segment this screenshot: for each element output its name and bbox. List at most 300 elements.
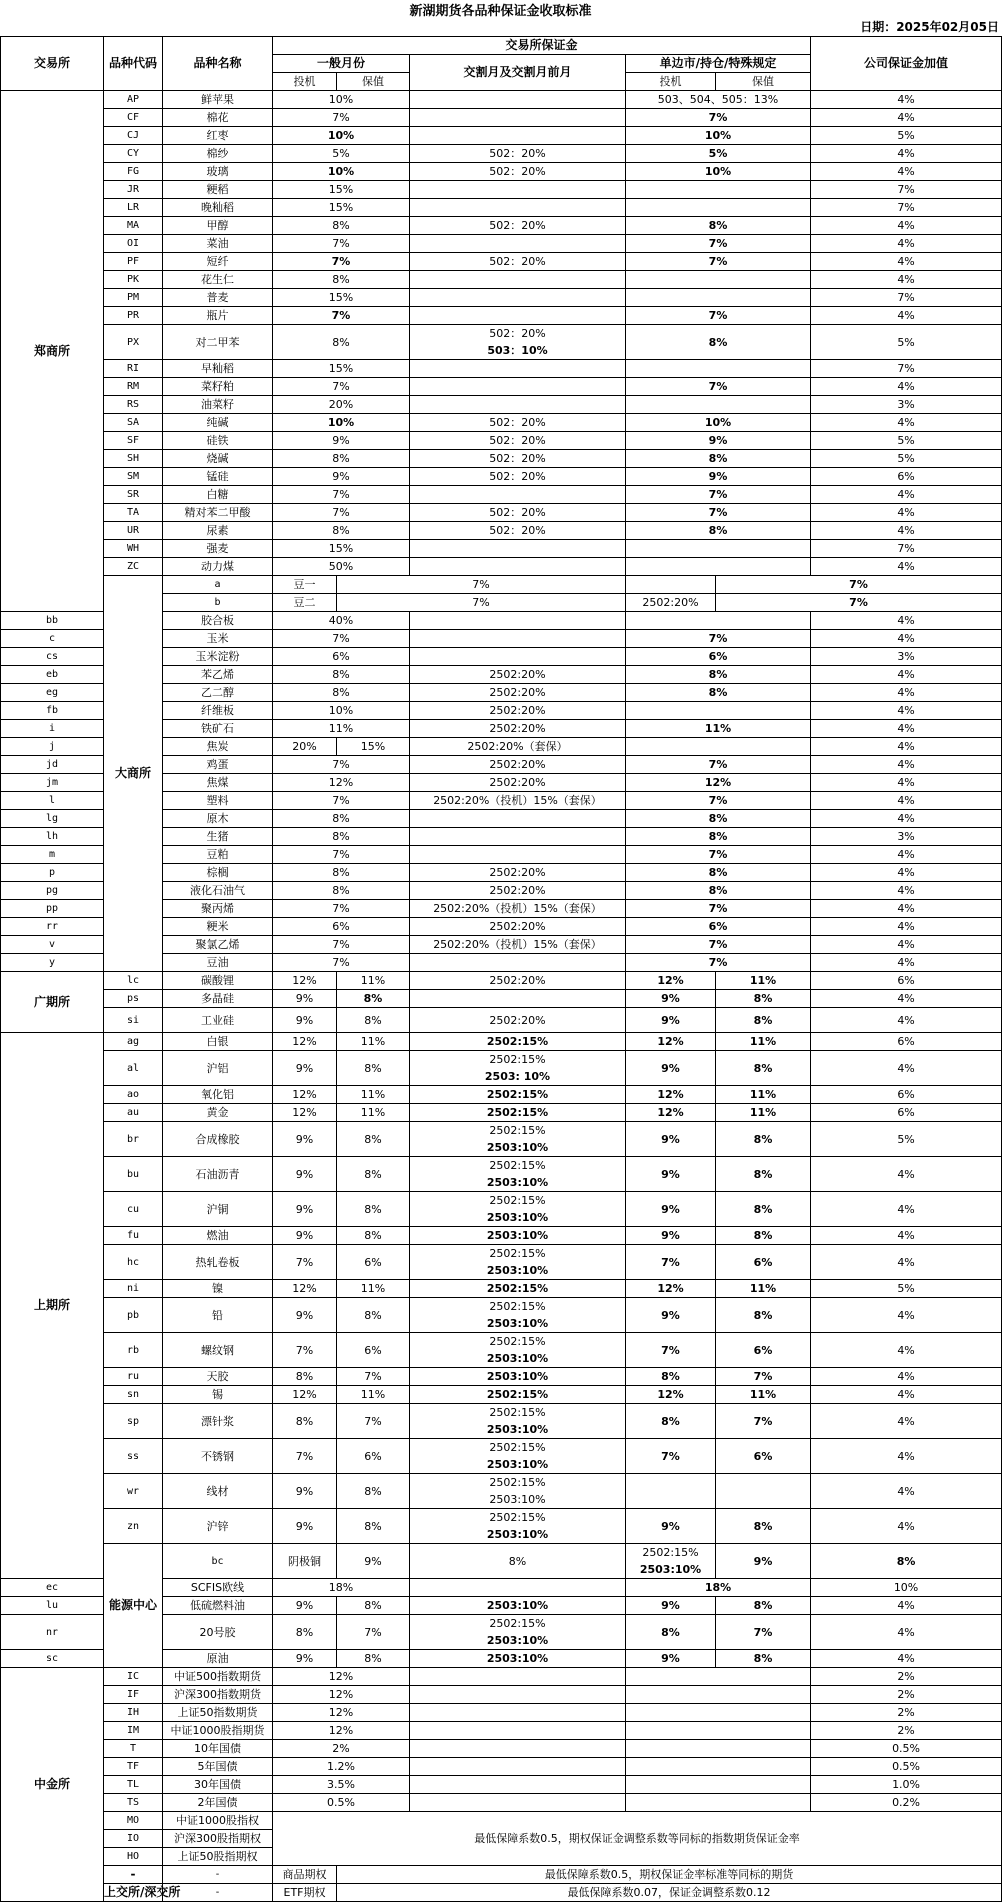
header-general-month: 一般月份: [273, 55, 410, 73]
general-spec-cell: 12%: [273, 1086, 337, 1104]
delivery-line-1: 502：20%: [489, 255, 546, 268]
delivery-cell: [410, 378, 626, 396]
code-cell: PX: [104, 325, 163, 360]
special-margin-cell: 8%: [626, 522, 811, 540]
delivery-cell: [410, 1474, 626, 1509]
delivery-cell: [410, 612, 626, 630]
delivery-line-1: 2503:10%: [486, 1652, 549, 1665]
special-spec-cell: 12%: [626, 1086, 716, 1104]
delivery-cell: [410, 864, 626, 882]
general-margin-cell: 8%: [273, 810, 410, 828]
general-hedge-cell: 8%: [337, 1509, 410, 1544]
special-margin-cell: 6%: [626, 648, 811, 666]
name-cell: 液化石油气: [163, 882, 273, 900]
code-cell: l: [1, 792, 104, 810]
delivery-cell: [410, 936, 626, 954]
table-row: [1, 396, 1002, 414]
company-add-cell: 4%: [811, 91, 1002, 109]
general-margin-cell: 7%: [273, 900, 410, 918]
special-margin-cell: 7%: [716, 576, 1002, 594]
header-exchange: 交易所: [1, 37, 104, 91]
code-cell: cu: [104, 1192, 163, 1227]
company-add-cell: 4%: [811, 307, 1002, 325]
company-add-cell: 4%: [811, 810, 1002, 828]
special-margin-cell: [626, 1740, 811, 1758]
table-row: [1, 253, 1002, 271]
code-cell: ec: [1, 1579, 104, 1597]
general-hedge-cell: 6%: [337, 1439, 410, 1474]
code-cell: b: [163, 594, 273, 612]
delivery-line-1: 2502:20%: [489, 974, 546, 987]
general-margin-cell: 15%: [273, 360, 410, 378]
delivery-cell: [410, 1579, 626, 1597]
table-row: [1, 378, 1002, 396]
delivery-line-1: 2502:15%: [489, 1476, 546, 1489]
table-row: [1, 414, 1002, 432]
special-hedge-cell: 8%: [716, 1157, 811, 1192]
delivery-cell: [410, 1033, 626, 1051]
special-margin-cell: 7%: [716, 594, 1002, 612]
delivery-line-1: 2502:20%: [489, 686, 546, 699]
name-cell: 玻璃: [163, 163, 273, 181]
name-cell: 生猪: [163, 828, 273, 846]
code-cell: PK: [104, 271, 163, 289]
special-hedge-cell: 11%: [716, 1086, 811, 1104]
name-cell: 多晶硅: [163, 990, 273, 1008]
delivery-line-1: 2502:15%: [642, 1546, 699, 1559]
table-row: [1, 307, 1002, 325]
code-cell: fu: [104, 1227, 163, 1245]
table-row: [1, 1509, 1002, 1544]
name-cell: 原木: [163, 810, 273, 828]
delivery-cell: [626, 594, 716, 612]
company-add-cell: 4%: [811, 630, 1002, 648]
general-margin-cell: 40%: [273, 612, 410, 630]
table-row: [1, 990, 1002, 1008]
code-cell: eb: [1, 666, 104, 684]
delivery-cell: [410, 540, 626, 558]
code-cell: SM: [104, 468, 163, 486]
general-margin-cell: 10%: [273, 163, 410, 181]
general-margin-cell: 12%: [273, 774, 410, 792]
code-cell: WH: [104, 540, 163, 558]
company-add-cell: 4%: [811, 864, 1002, 882]
general-hedge-cell: 7%: [337, 1615, 410, 1650]
delivery-line-1: 2502:20%: [489, 884, 546, 897]
name-cell: 精对苯二甲酸: [163, 504, 273, 522]
special-margin-cell: [626, 558, 811, 576]
delivery-cell: [410, 522, 626, 540]
table-row: [1, 163, 1002, 181]
general-spec-cell: 7%: [273, 1245, 337, 1280]
name-cell: 沪深300股指期权: [163, 1830, 273, 1848]
delivery-line-2: 2503:10%: [639, 1563, 702, 1576]
delivery-line-1: 2502:15%: [489, 1247, 546, 1260]
company-add-cell: 0.2%: [811, 1794, 1002, 1812]
name-cell: 沪深300指数期货: [163, 1686, 273, 1704]
general-margin-cell: 15%: [273, 181, 410, 199]
name-cell: 工业硅: [163, 1008, 273, 1033]
name-cell: 甲醇: [163, 217, 273, 235]
special-margin-cell: 7%: [626, 936, 811, 954]
delivery-line-2: 2503:10%: [486, 1528, 549, 1541]
delivery-cell: [410, 1192, 626, 1227]
company-add-cell: 6%: [811, 1086, 1002, 1104]
delivery-line-1: 2502:15%: [486, 1282, 549, 1295]
name-cell: 热轧卷板: [163, 1245, 273, 1280]
delivery-line-2: 2503:10%: [489, 1493, 546, 1506]
exchange-cell: 中金所: [1, 1668, 104, 1902]
name-cell: 早籼稻: [163, 360, 273, 378]
table-row: [1, 504, 1002, 522]
exchange-cell: -: [104, 1866, 163, 1884]
company-add-cell: 4%: [811, 990, 1002, 1008]
table-row: [1, 235, 1002, 253]
special-spec-cell: 12%: [626, 1033, 716, 1051]
general-hedge-cell: 8%: [337, 1227, 410, 1245]
name-cell: 碳酸锂: [163, 972, 273, 990]
name-cell: 烧碱: [163, 450, 273, 468]
company-add-cell: 4%: [811, 918, 1002, 936]
delivery-line-1: 2502:20%（投机）15%（套保）: [433, 938, 602, 951]
general-margin-cell: 10%: [273, 91, 410, 109]
delivery-line-1: 502：20%: [489, 416, 546, 429]
exchange-cell: 能源中心: [104, 1544, 163, 1668]
name-cell: 漂针浆: [163, 1404, 273, 1439]
delivery-line-1: 2502:20%: [489, 866, 546, 879]
general-spec-cell: 8%: [273, 1368, 337, 1386]
delivery-cell: [410, 307, 626, 325]
delivery-cell: [410, 756, 626, 774]
special-margin-cell: 7%: [626, 504, 811, 522]
delivery-line-2: 2503:10%: [486, 1141, 549, 1154]
special-margin-cell: [626, 1758, 811, 1776]
table-row: [1, 1245, 1002, 1280]
company-add-cell: 4%: [811, 936, 1002, 954]
delivery-line-2: 2503:10%: [486, 1352, 549, 1365]
general-hedge-cell: 8%: [337, 1298, 410, 1333]
delivery-cell: [410, 918, 626, 936]
table-row: [1, 1298, 1002, 1333]
delivery-cell: [410, 325, 626, 360]
code-cell: PF: [104, 253, 163, 271]
delivery-line-1: 2502:20%: [489, 920, 546, 933]
name-cell: SCFIS欧线: [163, 1579, 273, 1597]
table-row: [1, 109, 1002, 127]
general-margin-cell: 8%: [273, 666, 410, 684]
delivery-cell: [410, 684, 626, 702]
delivery-cell: [410, 1509, 626, 1544]
delivery-line-1: 2502:20%: [642, 596, 699, 609]
delivery-cell: [410, 199, 626, 217]
general-margin-cell: 18%: [273, 1579, 410, 1597]
table-row: [1, 450, 1002, 468]
general-hedge-cell: 11%: [337, 1280, 410, 1298]
general-spec-cell: 9%: [273, 1650, 337, 1668]
code-cell: bu: [104, 1157, 163, 1192]
delivery-line-1: 2502:15%: [489, 1406, 546, 1419]
company-add-cell: 4%: [811, 1008, 1002, 1033]
company-add-cell: 5%: [811, 127, 1002, 145]
company-add-cell: 5%: [811, 1280, 1002, 1298]
code-cell: y: [1, 954, 104, 972]
delivery-line-2: 2503:10%: [486, 1423, 549, 1436]
special-margin-cell: [626, 289, 811, 307]
general-margin-cell: 9%: [273, 468, 410, 486]
special-margin-cell: [626, 396, 811, 414]
delivery-line-1: 502：20%: [489, 165, 546, 178]
special-hedge-cell: 8%: [811, 1544, 1002, 1579]
special-spec-cell: 9%: [716, 1544, 811, 1579]
name-cell: 强麦: [163, 540, 273, 558]
delivery-cell: [410, 1227, 626, 1245]
general-margin-cell: 8%: [273, 271, 410, 289]
delivery-line-2: 2503:10%: [486, 1211, 549, 1224]
code-cell: PM: [104, 289, 163, 307]
special-spec-cell: 8%: [626, 1615, 716, 1650]
general-margin-cell: 8%: [273, 828, 410, 846]
special-margin-cell: 10%: [626, 163, 811, 181]
code-cell: ZC: [104, 558, 163, 576]
delivery-line-1: 502：20%: [489, 327, 546, 340]
company-add-cell: 4%: [811, 1509, 1002, 1544]
table-row: [1, 1386, 1002, 1404]
name-cell: 合成橡胶: [163, 1122, 273, 1157]
exchange-cell: 上交所/深交所: [104, 1884, 163, 1902]
table-row: [1, 486, 1002, 504]
company-add-cell: 4%: [811, 109, 1002, 127]
delivery-line-1: 2503:10%: [486, 1370, 549, 1383]
name-cell: 20号胶: [163, 1615, 273, 1650]
general-hedge-cell: 8%: [410, 1544, 626, 1579]
special-margin-cell: 7%: [626, 109, 811, 127]
company-add-cell: 10%: [811, 1579, 1002, 1597]
name-cell: 粳米: [163, 918, 273, 936]
table-row: [1, 1686, 1002, 1704]
company-add-cell: 4%: [811, 702, 1002, 720]
code-cell: sn: [104, 1386, 163, 1404]
delivery-cell: [410, 666, 626, 684]
table-row: [1, 1439, 1002, 1474]
special-margin-cell: 5%: [626, 145, 811, 163]
header-delivery: 交割月及交割月前月: [410, 55, 626, 91]
header-hedge: 保值: [337, 73, 410, 91]
general-margin-cell: 8%: [273, 450, 410, 468]
code-cell: -: [163, 1884, 273, 1902]
special-margin-cell: [626, 199, 811, 217]
header-exchange-margin: 交易所保证金: [273, 37, 811, 55]
code-cell: pb: [104, 1298, 163, 1333]
delivery-line-1: 2502:15%: [489, 1194, 546, 1207]
delivery-cell: [410, 360, 626, 378]
code-cell: AP: [104, 91, 163, 109]
delivery-cell: [410, 109, 626, 127]
company-add-cell: 2%: [811, 1668, 1002, 1686]
special-margin-cell: [626, 1794, 811, 1812]
name-cell: 晚籼稻: [163, 199, 273, 217]
special-margin-cell: [626, 540, 811, 558]
company-add-cell: 0.5%: [811, 1758, 1002, 1776]
general-margin-cell: 7%: [273, 504, 410, 522]
name-cell: 焦煤: [163, 774, 273, 792]
company-add-cell: 4%: [811, 684, 1002, 702]
general-margin-cell: 0.5%: [273, 1794, 410, 1812]
general-margin-cell: 7%: [273, 486, 410, 504]
company-add-cell: 3%: [811, 828, 1002, 846]
name-cell: 乙二醇: [163, 684, 273, 702]
general-hedge-cell: 11%: [337, 972, 410, 990]
name-cell: 菜油: [163, 235, 273, 253]
general-margin-cell: 10%: [273, 414, 410, 432]
code-cell: lc: [104, 972, 163, 990]
delivery-cell: [410, 900, 626, 918]
company-add-cell: 4%: [811, 414, 1002, 432]
name-cell: 花生仁: [163, 271, 273, 289]
special-margin-cell: 7%: [626, 792, 811, 810]
name-cell: 5年国债: [163, 1758, 273, 1776]
special-margin-cell: 7%: [626, 378, 811, 396]
general-margin-cell: 12%: [273, 1686, 410, 1704]
name-cell: 油菜籽: [163, 396, 273, 414]
general-margin-cell: 15%: [273, 199, 410, 217]
name-cell: 塑料: [163, 792, 273, 810]
delivery-cell: [410, 1104, 626, 1122]
special-margin-cell: 8%: [626, 666, 811, 684]
code-cell: lu: [1, 1597, 104, 1615]
table-row: [1, 1794, 1002, 1812]
special-hedge-cell: 11%: [716, 1386, 811, 1404]
code-cell: IH: [104, 1704, 163, 1722]
name-cell: 原油: [163, 1650, 273, 1668]
company-add-cell: 4%: [811, 792, 1002, 810]
general-spec-cell: 8%: [273, 1404, 337, 1439]
general-hedge-cell: 8%: [337, 1051, 410, 1086]
code-cell: sp: [104, 1404, 163, 1439]
delivery-line-1: 2502:15%: [486, 1088, 549, 1101]
delivery-line-2: 2503:10%: [486, 1634, 549, 1647]
delivery-line-1: 2502:15%: [486, 1106, 549, 1119]
table-row: [1, 1404, 1002, 1439]
name-cell: 中证1000股指期货: [163, 1722, 273, 1740]
code-cell: fb: [1, 702, 104, 720]
company-add-cell: 1.0%: [811, 1776, 1002, 1794]
special-spec-cell: 9%: [626, 1227, 716, 1245]
delivery-line-2: 2503:10%: [486, 1264, 549, 1277]
name-cell: 上证50指数期货: [163, 1704, 273, 1722]
special-margin-cell: 8%: [626, 828, 811, 846]
general-spec-cell: 12%: [273, 1104, 337, 1122]
table-row: [1, 1104, 1002, 1122]
table-row: [1, 1157, 1002, 1192]
name-cell: 沪铝: [163, 1051, 273, 1086]
code-cell: FG: [104, 163, 163, 181]
special-margin-cell: 8%: [626, 684, 811, 702]
table-row: [1, 181, 1002, 199]
delivery-cell: [410, 1298, 626, 1333]
name-cell: 沪锌: [163, 1509, 273, 1544]
company-add-cell: 4%: [811, 253, 1002, 271]
delivery-cell: [410, 163, 626, 181]
delivery-line-2: 2503:10%: [486, 1317, 549, 1330]
general-margin-cell: 3.5%: [273, 1776, 410, 1794]
code-cell: SH: [104, 450, 163, 468]
delivery-line-1: 502：20%: [489, 506, 546, 519]
special-hedge-cell: 7%: [716, 1368, 811, 1386]
special-margin-cell: 9%: [626, 432, 811, 450]
delivery-line-1: 2502:15%: [489, 1053, 546, 1066]
code-cell: CY: [104, 145, 163, 163]
special-spec-cell: 9%: [626, 1051, 716, 1086]
general-margin-cell: 7%: [273, 954, 410, 972]
special-margin-cell: [626, 612, 811, 630]
company-add-cell: 6%: [811, 468, 1002, 486]
delivery-cell: [410, 1686, 626, 1704]
company-add-cell: 4%: [811, 1615, 1002, 1650]
special-spec-cell: [626, 1474, 716, 1509]
code-cell: IM: [104, 1722, 163, 1740]
code-cell: eg: [1, 684, 104, 702]
name-cell: 商品期权: [273, 1866, 337, 1884]
general-hedge-cell: 11%: [337, 1086, 410, 1104]
name-cell: 铁矿石: [163, 720, 273, 738]
delivery-line-1: 502：20%: [489, 219, 546, 232]
code-cell: bc: [163, 1544, 273, 1579]
special-margin-cell: 7%: [626, 307, 811, 325]
general-margin-cell: 8%: [273, 325, 410, 360]
delivery-cell: [410, 1704, 626, 1722]
header-name: 品种名称: [163, 37, 273, 91]
name-cell: 鲜苹果: [163, 91, 273, 109]
general-hedge-cell: 6%: [337, 1245, 410, 1280]
general-hedge-cell: 15%: [337, 738, 410, 756]
company-add-cell: 4%: [811, 882, 1002, 900]
name-cell: 普麦: [163, 289, 273, 307]
code-cell: RS: [104, 396, 163, 414]
delivery-cell: [410, 738, 626, 756]
company-add-cell: 4%: [811, 1597, 1002, 1615]
company-add-cell: 4%: [811, 1368, 1002, 1386]
table-row: [1, 271, 1002, 289]
special-margin-cell: 8%: [626, 882, 811, 900]
code-cell: br: [104, 1122, 163, 1157]
name-cell: 低硫燃料油: [163, 1597, 273, 1615]
company-add-cell: 7%: [811, 181, 1002, 199]
code-cell: T: [104, 1740, 163, 1758]
code-cell: CJ: [104, 127, 163, 145]
special-margin-cell: 12%: [626, 774, 811, 792]
table-row: [1, 1722, 1002, 1740]
special-hedge-cell: [716, 1474, 811, 1509]
delivery-line-2: 2503:10%: [486, 1458, 549, 1471]
general-margin-cell: 10%: [273, 702, 410, 720]
general-hedge-cell: 7%: [337, 1368, 410, 1386]
name-cell: 豆二: [273, 594, 337, 612]
code-cell: MO: [104, 1812, 163, 1830]
special-margin-cell: 8%: [626, 325, 811, 360]
company-add-cell: 4%: [811, 1245, 1002, 1280]
general-spec-cell: 12%: [273, 1280, 337, 1298]
company-add-cell: 4%: [811, 504, 1002, 522]
special-margin-cell: 11%: [626, 720, 811, 738]
delivery-cell: [410, 1758, 626, 1776]
delivery-cell: [410, 1157, 626, 1192]
company-add-cell: 4%: [811, 1386, 1002, 1404]
code-cell: lg: [1, 810, 104, 828]
delivery-cell: [410, 846, 626, 864]
code-cell: TL: [104, 1776, 163, 1794]
name-cell: 沪铜: [163, 1192, 273, 1227]
code-cell: c: [1, 630, 104, 648]
